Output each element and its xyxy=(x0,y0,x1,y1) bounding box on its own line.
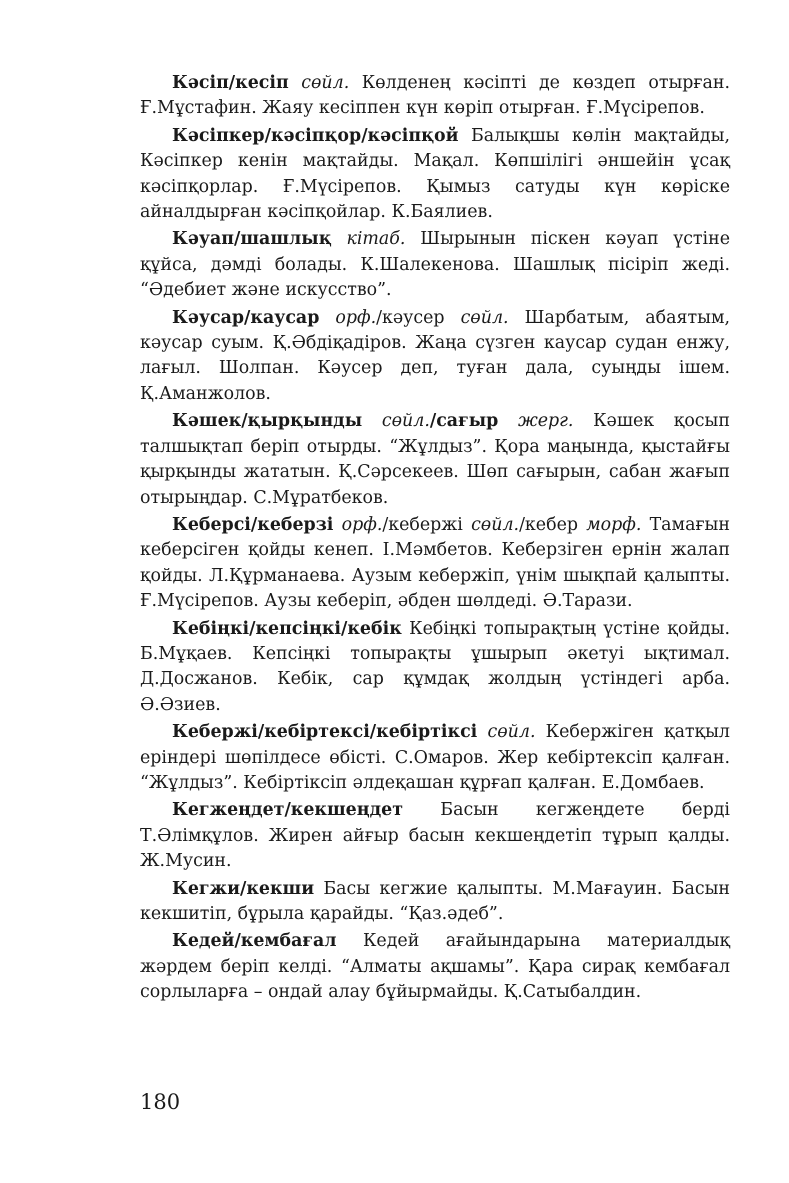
entry-headword: Кәусар/каусар xyxy=(172,307,320,328)
entry-headword: Кебіңкі/кепсіңкі/кебік xyxy=(172,618,402,639)
dictionary-entry xyxy=(140,798,730,874)
entry-headword-variant: /кебержі xyxy=(382,514,463,535)
usage-label: жерг. xyxy=(498,411,574,432)
entry-headword-variant: /кебер xyxy=(519,514,578,535)
dictionary-entry xyxy=(140,409,730,511)
dictionary-entry xyxy=(140,929,730,1005)
entry-text: Басы кегжие қалыпты. М.Мағауин. Басын кекшитіп, бұрыла қарайды. “Қаз.әдеб”. xyxy=(140,878,730,924)
entry-headword: Кәуап/шашлық xyxy=(172,229,332,250)
entry-headword: Кеберсі/кеберзі xyxy=(172,514,334,535)
entry-headword: Кәсіпкер/кәсіпқор/кәсіпқой xyxy=(172,125,459,146)
usage-label: кітаб. xyxy=(331,229,406,250)
usage-label: сөйл. xyxy=(462,514,520,535)
dictionary-entry xyxy=(140,877,730,928)
entry-headword: Кегжи/кекши xyxy=(172,878,315,899)
page-number: 180 xyxy=(140,1090,181,1114)
entry-headword: Кедей/кембағал xyxy=(172,931,337,952)
dictionary-entry xyxy=(140,617,730,719)
entry-text: Кебержіген қатқыл еріндері шөпілдесе өбісті. С.Омаров. Жер кебіртексіп қалған. “Жұлдыз”. Кебіртіксіп әлдеқашан құрғап қалған. Е.Домбаев. xyxy=(140,722,730,793)
dictionary-entry xyxy=(140,227,730,303)
dictionary-entry xyxy=(140,71,730,122)
entry-headword: Кәшек/қырқынды xyxy=(172,411,363,432)
usage-label: морф. xyxy=(578,514,642,535)
entry-headword: Кәсіп/кесіп xyxy=(172,73,289,93)
entry-text: Балықшы көлін мақтайды, Кәсіпкер кенін мақтайды. Мақал. Көпшілігі әншейін ұсақ кәсіпқорлар. Ғ.Мүсірепов. Қымыз сатуды күн көріске айналдырған кәсіпқойлар. К.Баялиев. xyxy=(140,125,730,223)
entry-text: Басын кегжеңдете берді Т.Әлімқұлов. Жирен айғыр басын кекшеңдетіп тұрып қалды. Ж.Мусин. xyxy=(140,800,730,872)
text-column xyxy=(140,71,730,1008)
usage-label: сөйл. xyxy=(477,722,536,743)
dictionary-entry xyxy=(140,124,730,226)
entry-text: Шарбатым, абаятым, кәусар суым. Қ.Әбдіқадіров. Жаңа сүзген каусар судан енжу, лағыл. Шолпан. Кәусер деп, туған дала, суыңды ішем. Қ.Аманжолов. xyxy=(140,307,731,404)
dictionary-entry xyxy=(140,513,730,615)
usage-label: сөйл. xyxy=(444,307,509,328)
entry-text: Кебіңкі топырақтың үстіне қойды. Б.Мұқаев. Кепсіңкі топырақты ұшырып әкетуі ықтимал. Д.Досжанов. Кебік, сар құмдақ жолдың үстіндегі арба. Ә.Әзиев. xyxy=(140,618,730,715)
entry-text: Көлденең кәсіпті де көздеп отырған. Ғ.Мұстафин. Жаяу кесіппен күн көріп отырған. Ғ.Мүсірепов. xyxy=(140,73,731,119)
entry-headword-variant: /кәусер xyxy=(376,307,445,328)
entry-text: Кедей ағайындарына материалдық жәрдем беріп келді. “Алматы ақшамы”. Қара сирақ кембағал сорлыларға – ондай алау бұйырмайды. Қ.Сатыбалдин. xyxy=(140,931,730,1003)
usage-label: орф. xyxy=(333,514,383,535)
entry-text: Кәшек қосып талшықтап беріп отырды. “Жұлдыз”. Қора маңында, қыстайғы қырқынды жататын. Қ.Сәрсекеев. Шөп сағырын, сабан жағып отырыңдар. С.Мұратбеков. xyxy=(140,411,730,508)
entry-text: Шырынын піскен кәуап үстіне құйса, дәмді болады. К.Шалекенова. Шашлық пісіріп жеді. “Әдебиет және искусство”. xyxy=(140,229,730,301)
entry-headword-variant: /сағыр xyxy=(429,411,499,432)
usage-label: сөйл. xyxy=(288,73,350,93)
entry-text: Тамағын кеберсіген қойды кенеп. І.Мәмбетов. Кеберзіген ернін жалап қойды. Л.Құрманаева. Аузым кебержіп, үнім шықпай қалыпты. Ғ.Мүсірепов. Аузы кеберіп, әбден шөлдеді. Ә.Тарази. xyxy=(140,514,730,612)
entry-headword: Кебержі/кебіртексі/кебіртіксі xyxy=(172,722,478,743)
dictionary-entry xyxy=(140,720,730,796)
usage-label: сөйл. xyxy=(362,411,430,432)
entry-headword: Кегжеңдет/кекшеңдет xyxy=(172,800,404,821)
usage-label: орф. xyxy=(319,307,377,328)
dictionary-entry xyxy=(140,306,730,408)
